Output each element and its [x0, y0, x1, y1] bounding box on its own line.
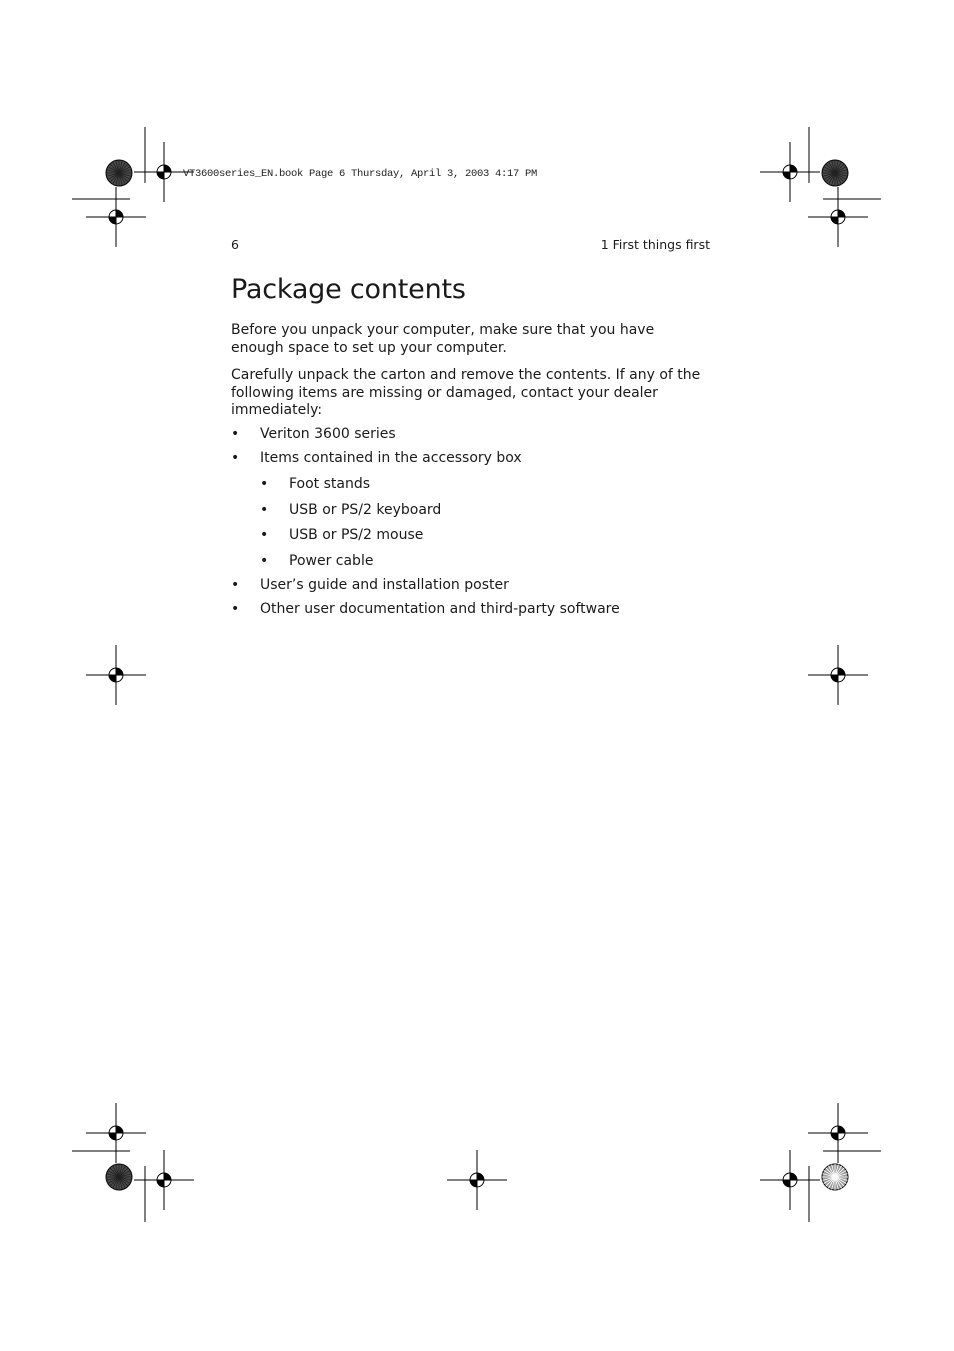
registration-quadrant	[164, 1173, 171, 1180]
list-item-label: Power cable	[289, 553, 374, 569]
registration-quadrant	[790, 1173, 797, 1180]
registration-quadrant	[109, 675, 116, 682]
registration-quadrant	[783, 172, 790, 179]
registration-quadrant	[470, 1180, 477, 1187]
bullet-icon: •	[260, 502, 269, 518]
registration-quadrant	[477, 1173, 484, 1180]
unpack-paragraph: Carefully unpack the carton and remove the contents. If any of the following items are missing or damaged, contact your dealer immediately:	[231, 367, 701, 418]
registration-quadrant	[157, 1180, 164, 1187]
list-item-label: User’s guide and installation poster	[260, 577, 509, 593]
list-item-label: Items contained in the accessory box	[260, 450, 522, 466]
chapter-header: 1 First things first	[600, 237, 710, 252]
registration-quadrant	[831, 1133, 838, 1140]
list-item-label: USB or PS/2 keyboard	[289, 502, 442, 518]
print-slug: VT3600series_EN.book Page 6 Thursday, April 3, 2003 4:17 PM	[183, 168, 538, 180]
registration-quadrant	[838, 210, 845, 217]
list-item-label: Other user documentation and third-party software	[260, 601, 620, 617]
registration-quadrant	[116, 210, 123, 217]
registration-quadrant	[109, 1133, 116, 1140]
page-number: 6	[231, 237, 239, 252]
bullet-icon: •	[260, 527, 269, 543]
list-item-label: USB or PS/2 mouse	[289, 527, 424, 543]
bullet-icon: •	[231, 450, 240, 466]
list-item-label: Foot stands	[289, 476, 371, 492]
page-title: Package contents	[231, 274, 466, 305]
bullet-icon: •	[260, 553, 269, 569]
bullet-icon: •	[260, 476, 269, 492]
intro-paragraph: Before you unpack your computer, make sure that you have enough space to set up your computer.	[231, 322, 655, 356]
registration-quadrant	[790, 165, 797, 172]
bullet-icon: •	[231, 601, 240, 617]
registration-quadrant	[838, 1126, 845, 1133]
list-item-label: Veriton 3600 series	[260, 426, 396, 442]
registration-quadrant	[116, 1126, 123, 1133]
registration-quadrant	[783, 1180, 790, 1187]
registration-quadrant	[831, 675, 838, 682]
registration-quadrant	[157, 172, 164, 179]
bullet-icon: •	[231, 426, 240, 442]
registration-quadrant	[838, 668, 845, 675]
registration-quadrant	[116, 668, 123, 675]
registration-quadrant	[831, 217, 838, 224]
bullet-icon: •	[231, 577, 240, 593]
registration-quadrant	[164, 165, 171, 172]
registration-quadrant	[109, 217, 116, 224]
